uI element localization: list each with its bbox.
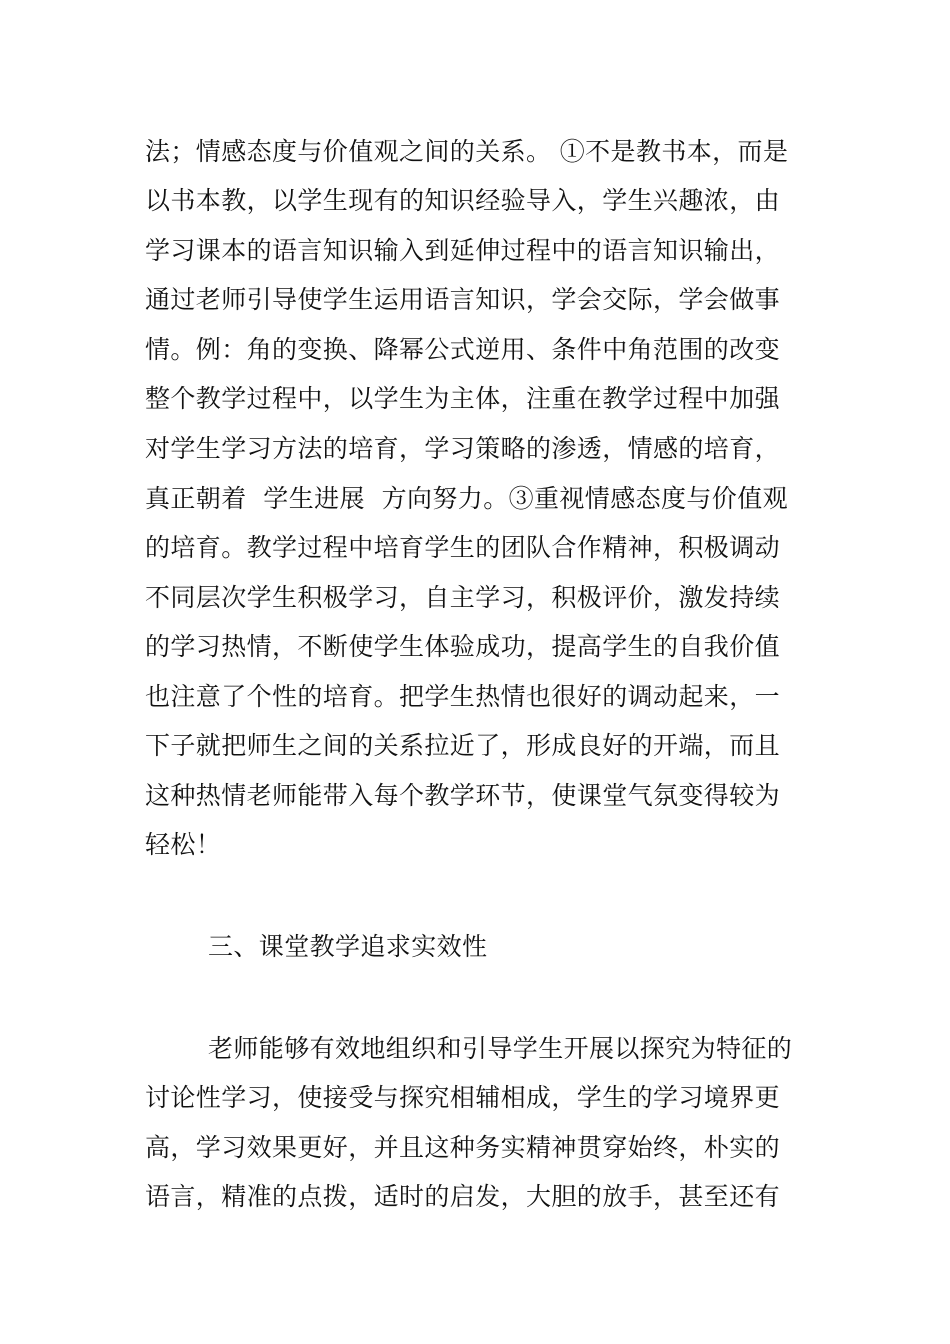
text-line: 的培育。教学过程中培育学生的团队合作精神，积极调动 <box>145 533 781 562</box>
text-line: 轻松！ <box>145 830 222 859</box>
text-line: 语言，精准的点拨，适时的启发，大胆的放手，甚至还有 <box>145 1182 781 1211</box>
text-line: 不同层次学生积极学习，自主学习，积极评价，激发持续 <box>145 583 781 612</box>
text-line: 以书本教，以学生现有的知识经验导入，学生兴趣浓，由 <box>145 186 781 215</box>
text-line: 高，学习效果更好，并且这种务实精神贯穿始终，朴实的 <box>145 1133 781 1162</box>
section-heading: 三、课堂教学追求实效性 <box>208 932 488 961</box>
text-line: 讨论性学习，使接受与探究相辅相成，学生的学习境界更 <box>145 1083 781 1112</box>
text-line: 通过老师引导使学生运用语言知识，学会交际，学会做事 <box>145 285 781 314</box>
text-line: 的学习热情，不断使学生体验成功，提高学生的自我价值 <box>145 632 781 661</box>
text-line: 情。例：角的变换、降幂公式逆用、条件中角范围的改变 <box>145 335 781 364</box>
text-line: 老师能够有效地组织和引导学生开展以探究为特征的 <box>208 1034 793 1063</box>
text-line: 真正朝着 学生进展 方向努力。③重视情感态度与价值观 <box>145 484 788 513</box>
text-line: 这种热情老师能带入每个教学环节，使课堂气氛变得较为 <box>145 781 781 810</box>
text-line: 下子就把师生之间的关系拉近了，形成良好的开端，而且 <box>145 731 781 760</box>
text-line: 学习课本的语言知识输入到延伸过程中的语言知识输出， <box>145 236 781 265</box>
text-line: 对学生学习方法的培育，学习策略的渗透，情感的培育， <box>145 434 781 463</box>
text-line: 整个教学过程中，以学生为主体，注重在教学过程中加强 <box>145 384 781 413</box>
text-line: 法；情感态度与价值观之间的关系。 ①不是教书本，而是 <box>145 137 789 166</box>
text-line: 也注意了个性的培育。把学生热情也很好的调动起来，一 <box>145 682 781 711</box>
